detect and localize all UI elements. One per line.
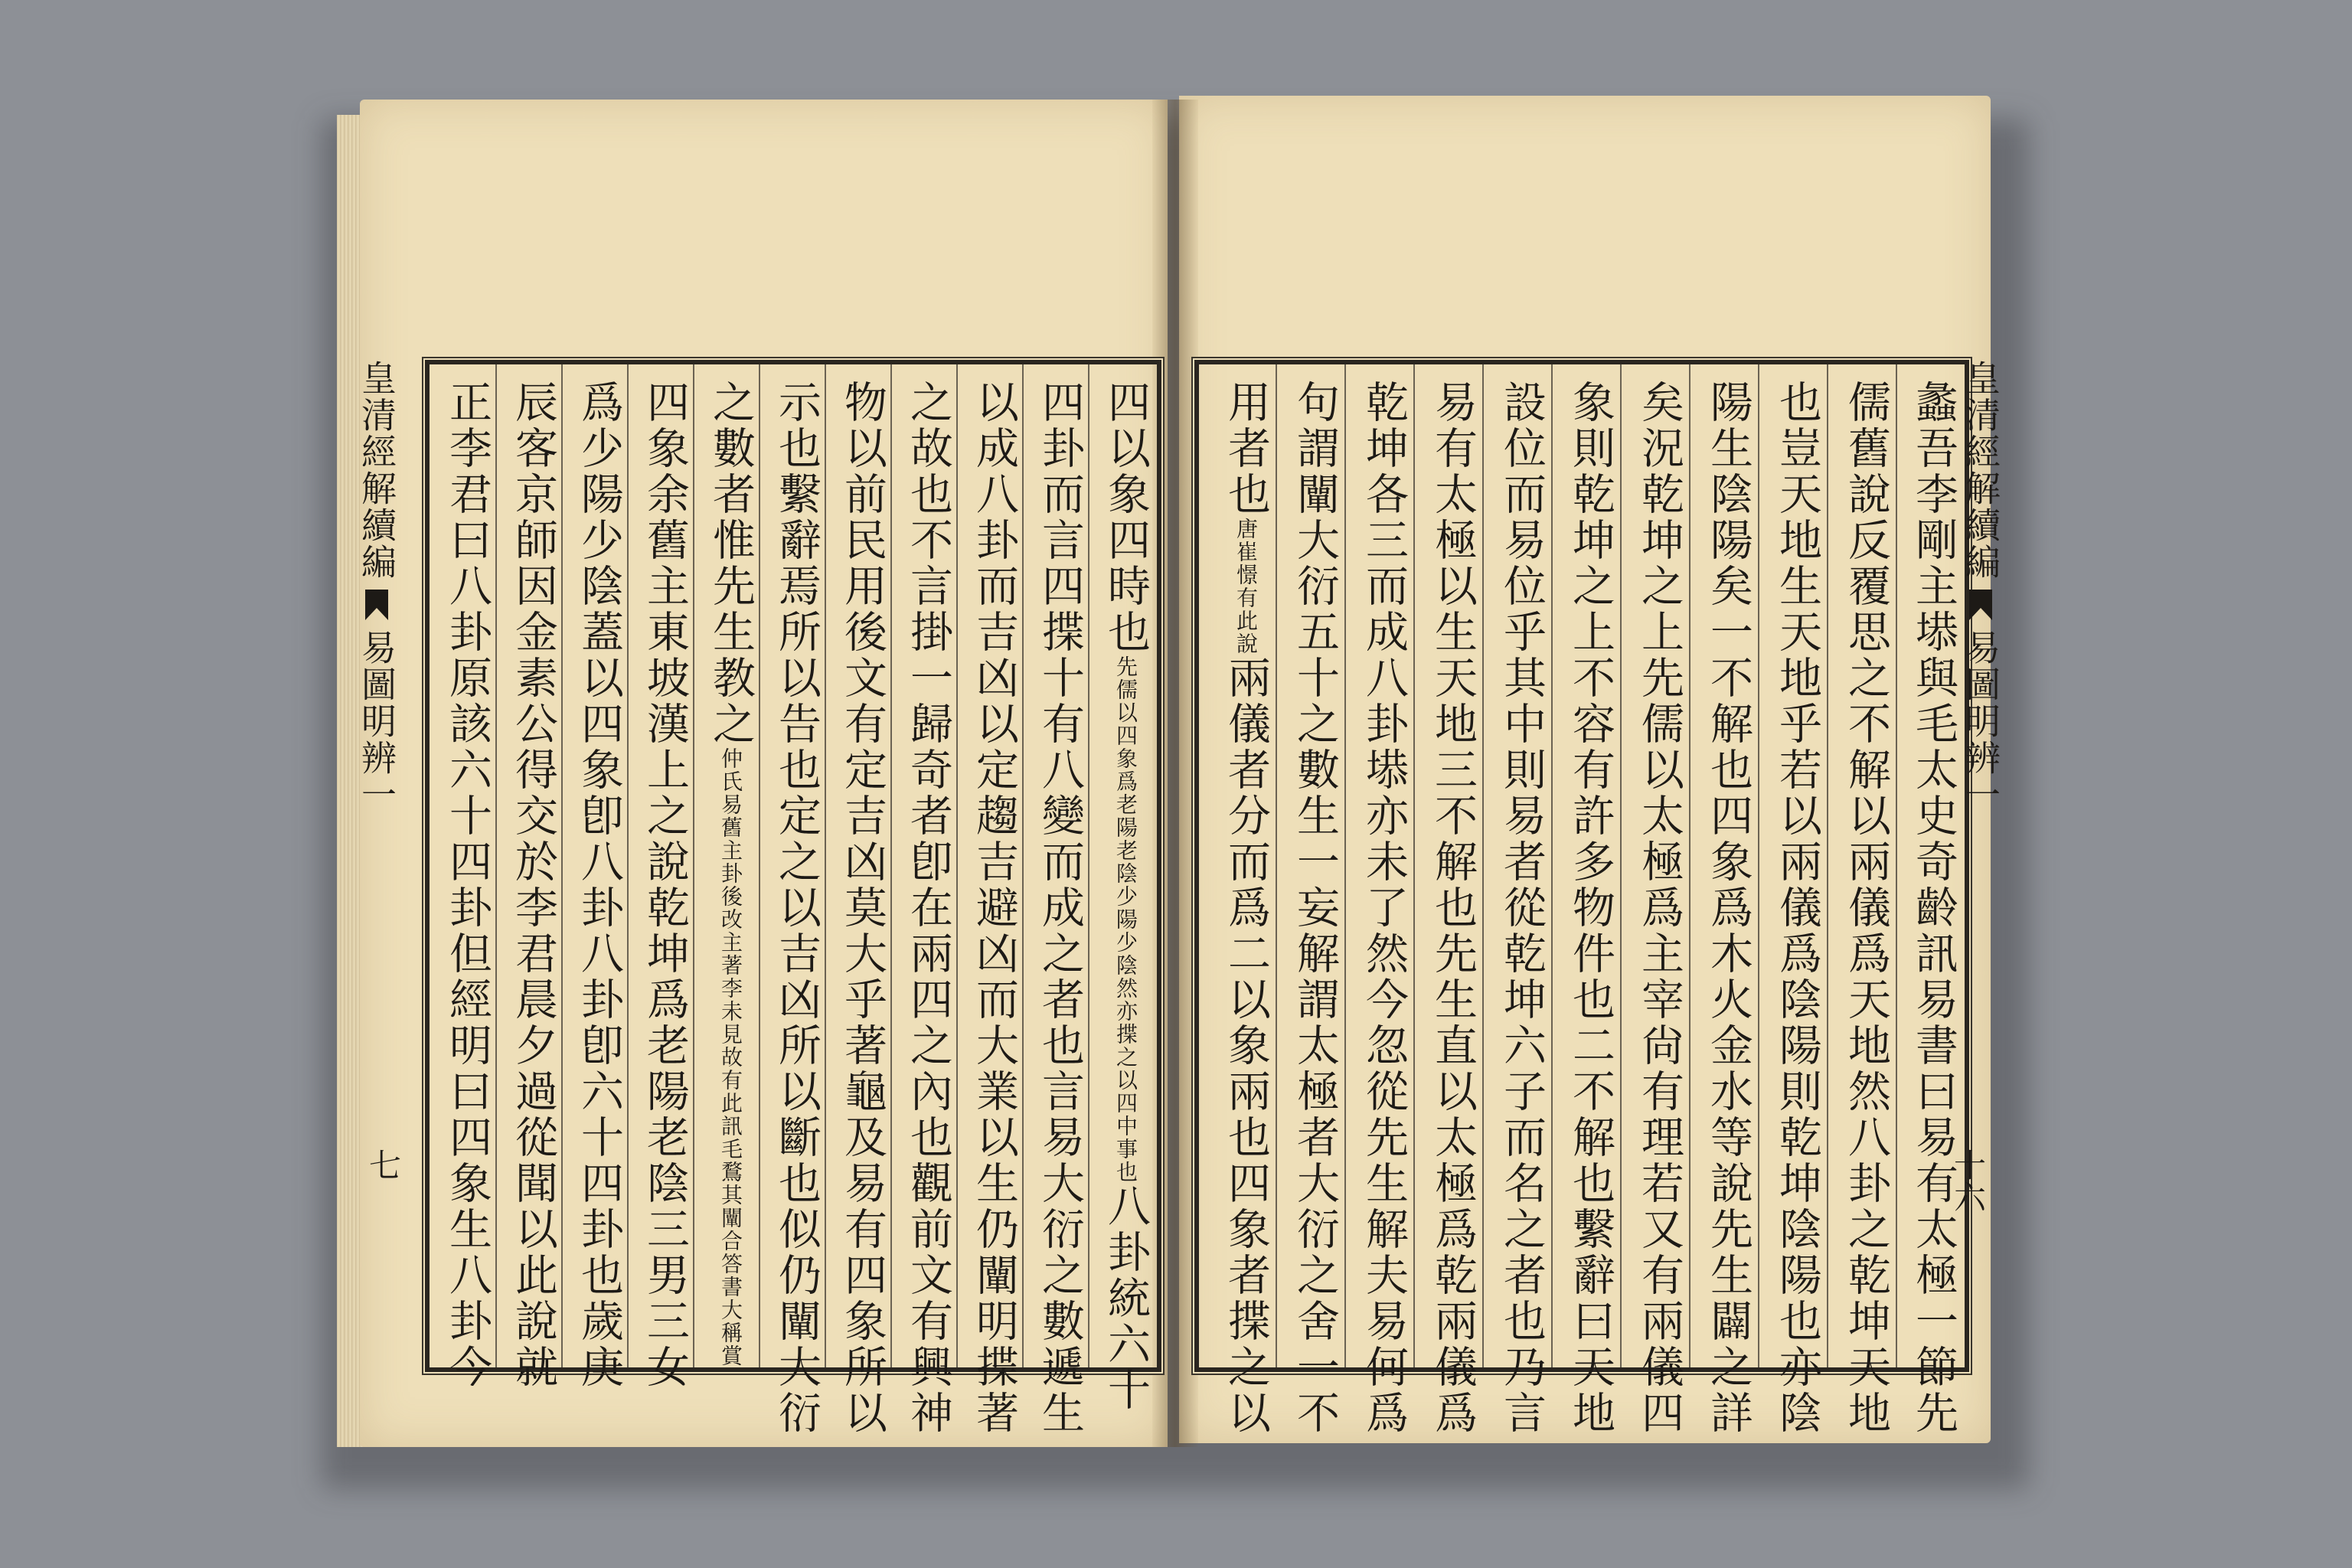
annotation-note: 唐崔憬有此說 — [1233, 518, 1259, 655]
column-rule — [1413, 364, 1415, 1367]
column-rule — [1276, 364, 1277, 1367]
column-rule — [890, 364, 892, 1367]
column-rule — [627, 364, 629, 1367]
text-column: 蠡吾李剛主塨與毛太史奇齡訊易書曰易有太極一節先 — [1909, 380, 1958, 1436]
text-column: 陽生陰陽矣一不解也四象爲木火金水等說先生闢之詳 — [1704, 380, 1753, 1436]
column-rule — [1758, 364, 1759, 1367]
banxin-section: 易圖明辨一 — [356, 629, 397, 813]
annotation-note: 先儒以四象爲老陽老陰少陽少陰然亦揲之以四中事也 — [1113, 655, 1138, 1184]
text-column: 句謂闡大衍五十之數生一妄解謂太極者大衍之舍一不 — [1290, 380, 1340, 1436]
column-rule — [1088, 364, 1089, 1367]
text-column: 之數者惟先生教之仲氏易舊主卦後改主著李未見故有此訊毛鶩其闡合答書大稱賞 — [706, 380, 756, 1367]
text-column: 物以前民用後文有定吉凶莫大乎著龜及易有四象所以 — [838, 380, 887, 1436]
right-folio-number: 十六 — [1949, 1148, 1987, 1213]
column-rule — [495, 364, 497, 1367]
fish-tail-mark — [365, 590, 388, 620]
left-folio-number: 七 — [364, 1148, 402, 1181]
text-column: 辰客京師因金素公得交於李君晨夕過從聞以此說就 — [508, 380, 558, 1390]
column-rule — [1896, 364, 1897, 1367]
annotation-note: 仲氏易舊主卦後改主著李未見故有此訊毛鶩其闡合答書大稱賞 — [718, 747, 743, 1367]
banxin-title: 皇清經解續編 — [1960, 360, 2001, 580]
column-rule — [759, 364, 760, 1367]
text-column: 易有太極以生天地三不解也先生直以太極爲乾兩儀爲 — [1428, 380, 1478, 1436]
text-column: 之故也不言掛一歸奇者卽在兩四之內也觀前文有興神 — [903, 380, 953, 1436]
banxin-title: 皇清經解續編 — [356, 360, 397, 580]
column-rule — [693, 364, 694, 1367]
text-column: 矣況乾坤之上先儒以太極爲主宰尙有理若又有兩儀四 — [1635, 380, 1684, 1436]
column-rule — [1827, 364, 1828, 1367]
left-text-frame — [425, 360, 1161, 1436]
column-rule — [1022, 364, 1024, 1367]
right-text-frame — [1194, 360, 1969, 1436]
text-column: 四象余舊主東坡漢上之說乾坤爲老陽老陰三男三女 — [640, 380, 690, 1390]
text-column: 象則乾坤之上不容有許多物件也二不解也繫辭曰天地 — [1566, 380, 1615, 1436]
text-column: 四以象四時也先儒以四象爲老陽老陰少陽少陰然亦揲之以四中事也八卦統六十 — [1101, 380, 1151, 1413]
column-rule — [1689, 364, 1690, 1367]
column-rule — [825, 364, 826, 1367]
text-column: 爲少陽少陰蓋以四象卽八卦八卦卽六十四卦也歲庚 — [574, 380, 624, 1390]
column-rule — [1482, 364, 1484, 1367]
text-column: 乾坤各三而成八卦塨亦未了然今忽從先生解夫易何爲 — [1359, 380, 1409, 1436]
column-rule — [956, 364, 958, 1367]
fish-tail-mark — [1969, 590, 1992, 620]
column-rule — [1620, 364, 1622, 1367]
column-rule — [561, 364, 563, 1367]
text-column: 也豈天地生天地乎若以兩儀爲陰陽則乾坤陰陽也亦陰 — [1772, 380, 1822, 1436]
text-column: 示也繫辭焉所以告也定之以吉凶所以斷也似仍闡大衍 — [772, 380, 822, 1436]
column-rule — [1344, 364, 1346, 1367]
text-column: 正李君曰八卦原該六十四卦但經明曰四象生八卦今 — [443, 380, 492, 1390]
text-column: 設位而易位乎其中則易者從乾坤六子而名之者也乃言 — [1497, 380, 1547, 1436]
text-column: 四卦而言四揲十有八變而成之者也言易大衍之數遞生 — [1035, 380, 1085, 1436]
column-rule — [1551, 364, 1553, 1367]
left-page-banxin — [356, 360, 402, 1363]
banxin-section: 易圖明辨一 — [1960, 629, 2001, 813]
text-column: 用者也唐崔憬有此說兩儀者分而爲二以象兩也四象者揲之以 — [1221, 380, 1271, 1436]
text-column: 以成八卦而吉凶以定趨吉避凶而大業以生仍闡明揲著 — [969, 380, 1019, 1436]
text-column: 儒舊說反覆思之不解以兩儀爲天地然八卦之乾坤天地 — [1841, 380, 1891, 1436]
